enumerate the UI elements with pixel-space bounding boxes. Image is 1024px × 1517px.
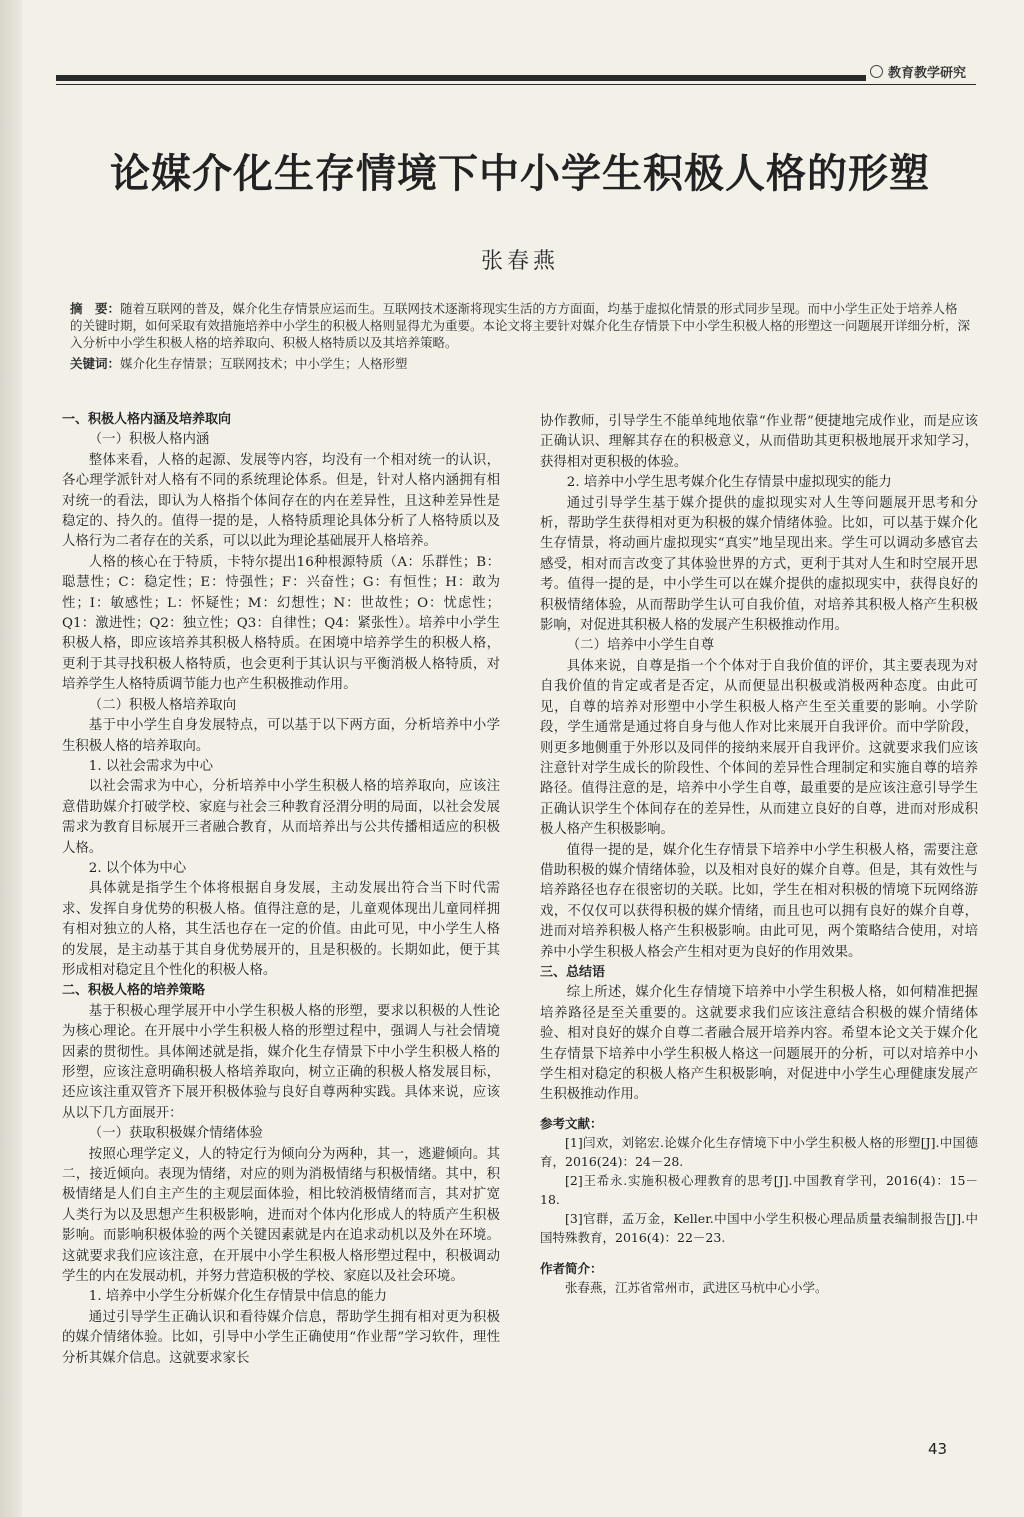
section-heading: 2. 培养中小学生思考媒介化生存情景中虚拟现实的能力 [566, 475, 892, 491]
section-heading: （二）积极人格培养取向 [88, 697, 237, 713]
keywords-label: 关键词： [70, 356, 121, 371]
body-paragraph: 人格的核心在于特质，卡特尔提出16种根源特质（A：乐群性；B：聪慧性；C：稳定性；E：恃强性；F：兴奋性；G：有恒性；H：敢为性；I：敏感性；L：怀疑性；M：幻想性；N：世故性；O：忧虑性；Q1：激进性；Q2：独立性；Q3：自律性；Q4：紧张性）。培养中小学生积极人格，即应该培养其积极人格特质。在困境中培养学生的积极人格，更利于其寻找积极人格特质，也会更利于其认识与平衡消极人格特质，对培养学生人格特质调节能力也产生积极推动作用。 [62, 554, 500, 693]
article-title: 论媒介化生存情境下中小学生积极人格的形塑 [110, 151, 930, 197]
body-paragraph: 基于积极心理学展开中小学生积极人格的形塑，要求以积极的人性论为核心理论。在开展中小学生积极人格的形塑过程中，强调人与社会情境因素的贯彻性。具体阐述就是指，媒介化生存情景下中小学生积极人格的形塑，应该注意明确积极人格培养取向，树立正确的积极人格发展目标，还应该注重双管齐下展开积极体验与良好自尊两种实践。具体来说，应该从以下几方面展开： [62, 1003, 500, 1121]
section-heading: 2. 以个体为中心 [88, 860, 187, 876]
section-heading: 三、总结语 [540, 964, 606, 980]
keywords-text: 媒介化生存情景；互联网技术；中小学生；人格形塑 [120, 356, 408, 371]
section-heading: 1. 以社会需求为中心 [88, 758, 213, 774]
section-heading: 1. 培养中小学生分析媒介化生存情景中信息的能力 [88, 1289, 388, 1305]
body-paragraph: 协作教师，引导学生不能单纯地依靠“作业帮”便捷地完成作业，而是应该正确认识、理解其存在的积极意义，从而借助其更积极地展开求知学习，获得相对更积极的体验。 [540, 414, 978, 470]
left-column [62, 410, 500, 1369]
article-author: 张春燕 [480, 249, 559, 274]
body-paragraph: 基于中小学生自身发展特点，可以基于以下两方面，分析培养中小学生积极人格的培养取向。 [62, 718, 500, 754]
abstract-paragraph [70, 300, 970, 351]
section-heading: 一、积极人格内涵及培养取向 [62, 412, 232, 427]
body-paragraph: 具体来说，自尊是指一个个体对于自我价值的评价，其主要表现为对自我价值的肯定或者是否定，从而便显出积极或消极两种态度。由此可见，自尊的培养对形塑中小学生积极人格产生至关重要的影响。小学阶段，学生通常是通过将自身与他人作对比来展开自我评价。而中学阶段，则更多地侧重于外形以及同伴的接纳来展开自我评价。这就要求我们应该注意针对学生成长的阶段性、个体间的差异性合理制定和实施自尊的培养路径。值得注意的是，培养中小学生自尊，最重要的是应该注意引导学生正确认识学生个体间存在的差异性，从而建立良好的自尊，进而对形成积极人格产生积极影响。 [540, 658, 978, 838]
section-heading: （二）培养中小学生自尊 [566, 638, 715, 654]
body-paragraph: 整体来看，人格的起源、发展等内容，均没有一个相对统一的认识，各心理学派针对人格有不同的系统理论体系。但是，针对人格内涵拥有相对统一的看法，即认为人格指个体间存在的内在差异性，且这种差异性是稳定的、持久的。值得一提的是，人格特质理论具体分析了人格特质以及人格行为二者存在的关系，可以以此为理论基础展开人格培养。 [62, 452, 500, 550]
section-heading: （一）积极人格内涵 [88, 432, 210, 448]
right-column [540, 412, 978, 1297]
keywords-line [70, 355, 970, 372]
reference-item: [2]王希永.实施积极心理教育的思考[J].中国教育学刊，2016(4)：15－18. [540, 1172, 978, 1207]
section-label: 教育教学研究 [888, 66, 967, 81]
body-paragraph: 通过引导学生正确认识和看待媒介信息，帮助学生拥有相对更为积极的媒介情绪体验。比如，引导中小学生正确使用“作业帮”学习软件，理性分析其媒介信息。这就要求家长 [62, 1309, 500, 1366]
book-spine [0, 0, 22, 1517]
abstract-block [70, 300, 970, 372]
author-bio-text: 张春燕，江苏省常州市，武进区马杭中心小学。 [565, 1279, 828, 1295]
body-paragraph: 值得一提的是，媒介化生存情景下培养中小学生积极人格，需要注意借助积极的媒介情绪体验，以及相对良好的媒介自尊。但是，其有效性与培养路径也存在很密切的关联。比如，学生在相对积极的情境下玩网络游戏，不仅仅可以获得积极的媒介情绪，而且也可以拥有良好的媒介自尊，进而对培养积极人格产生积极影响。由此可见，两个策略结合使用，对培养中小学生积极人格会产生相对更为良好的作用效果。 [540, 842, 978, 960]
reference-item: [3]官群，孟万金，Keller.中国中小学生积极心理品质量表编制报告[J].中国特殊教育，2016(4)：22－23. [540, 1210, 978, 1245]
references-block [540, 1114, 978, 1297]
header-rule-thick [56, 75, 866, 81]
body-paragraph: 通过引导学生基于媒介提供的虚拟现实对人生等问题展开思考和分析，帮助学生获得相对更为积极的媒介情绪体验。比如，可以基于媒介化生存情景，将动画片虚拟现实“真实”地呈现出来。学生可以调动多感官去感受，相对而言改变了其体验世界的方式，更利于其对人生和时空展开思考。值得一提的是，中小学生可以在媒介提供的虚拟现实中，获得良好的积极情绪体验，从而帮助学生认可自我价值，对培养其积极人格产生积极影响，对促进其积极人格的发展产生积极推动作用。 [540, 495, 978, 634]
references-label: 参考文献： [540, 1115, 603, 1131]
section-heading: （一）获取积极媒介情绪体验 [88, 1126, 263, 1142]
abstract-text: 随着互联网的普及，媒介化生存情景应运而生。互联网技术逐渐将现实生活的方方面面，均基于虚拟化情景的形式同步呈现。而中小学生正处于培养人格的关键时期，如何采取有效措施培养中小学生的积极人格则显得尤为重要。本论文将主要针对媒介化生存情景下中小学生积极人格的形塑这一问题展开详细分析，深入分析中小学生积极人格的培养取向、积极人格特质以及其培养策略。 [70, 301, 971, 350]
right-column-body [540, 412, 978, 1106]
abstract-label: 摘 要： [70, 301, 121, 316]
page-number: 43 [928, 1440, 948, 1458]
header-rule-thin [56, 84, 976, 85]
body-paragraph: 综上所述，媒介化生存情境下培养中小学生积极人格，如何精准把握培养路径是至关重要的。这就要求我们应该注意结合积极的媒介情绪体验、相对良好的媒介自尊二者融合展开培养内容。希望本论文关于媒介化生存情景下培养中小学生积极人格这一问题展开的分析，可以对培养中小学生相对稳定的积极人格产生积极影响，对促进中小学生心理健康发展产生积极推动作用。 [540, 985, 978, 1103]
circle-icon [870, 65, 883, 78]
body-paragraph: 具体就是指学生个体将根据自身发展，主动发展出符合当下时代需求、发挥自身优势的积极人格。值得注意的是，儿童观体现出儿童同样拥有相对独立的人格，其生活也存在一定的价值。由此可见，中小学生人格的发展，是主动基于其自身优势展开的，且是积极的。长期如此，便于其形成相对稳定且个性化的积极人格。 [62, 881, 500, 978]
section-tag [870, 62, 966, 81]
author-bio-label: 作者简介： [540, 1260, 603, 1276]
reference-item: [1]闫欢，刘铭宏.论媒介化生存情境下中小学生积极人格的形塑[J].中国德育，2016(24)：24－28. [540, 1134, 978, 1169]
body-paragraph: 以社会需求为中心，分析培养中小学生积极人格的培养取向，应该注意借助媒介打破学校、家庭与社会三种教育泾渭分明的局面，以社会发展需求为教育目标展开三者融合教育，从而培养出与公共传播相适应的积极人格。 [62, 779, 500, 856]
section-heading: 二、积极人格的培养策略 [62, 983, 206, 999]
body-paragraph: 按照心理学定义，人的特定行为倾向分为两种，其一，逃避倾向。其二，接近倾向。表现为情绪，对应的则为消极情绪与积极情绪。其中，积极情绪是人们自主产生的主观层面体验，相比较消极情绪而言，其对扩宽人类行为以及思想产生积极影响，进而对个体内化形成人的特质产生积极影响。而影响积极体验的两个关键因素就是内在追求动机以及外在环境。这就要求我们应该注意，在开展中小学生积极人格形塑过程中，积极调动学生的内在发展动机，并努力营造积极的学校、家庭以及社会环境。 [62, 1146, 500, 1285]
